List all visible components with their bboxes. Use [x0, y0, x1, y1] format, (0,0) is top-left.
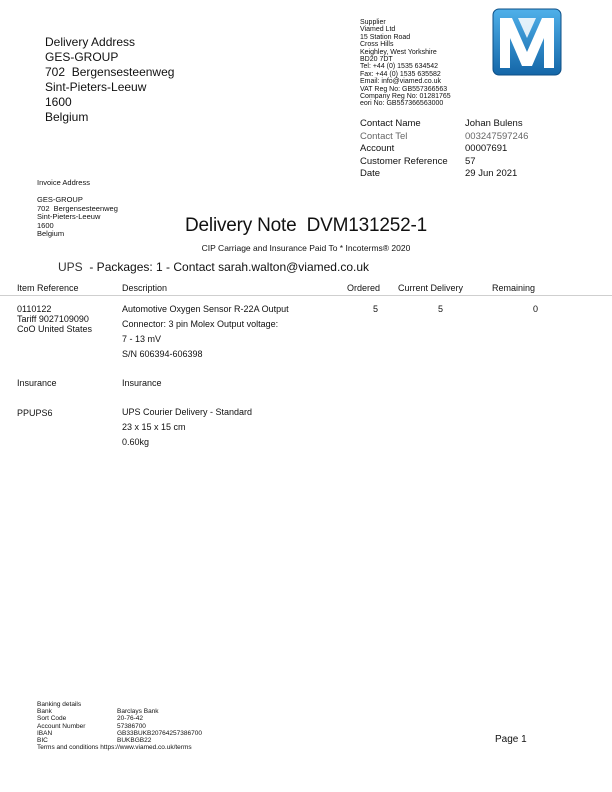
item-ref-line: PPUPS6	[17, 408, 53, 418]
contact-row	[360, 118, 528, 131]
supplier-line: Tel: +44 (0) 1535 634542	[360, 63, 439, 71]
item-desc-line: 0.60kg	[122, 437, 150, 447]
delivery-address-line: 702 Bergensesteenweg	[45, 65, 175, 79]
item-desc-line: S/N 606394-606398	[122, 349, 203, 359]
banking-heading: Banking details	[37, 701, 82, 708]
page-number: Page 1	[495, 734, 527, 745]
contact-row	[360, 143, 528, 156]
item-ref-line: Insurance	[17, 378, 57, 388]
item-description	[122, 378, 162, 388]
item-desc-line: Insurance	[122, 378, 162, 388]
column-header-desc: Description	[122, 283, 168, 293]
banking-row	[37, 744, 202, 751]
supplier-line: Fax: +44 (0) 1535 635582	[360, 70, 441, 78]
contact-label: Contact Name	[360, 118, 421, 129]
banking-row	[37, 730, 202, 737]
banking-value: 57386700	[117, 722, 146, 730]
delivery-address	[45, 35, 174, 125]
item-desc-line: 7 - 13 mV	[122, 334, 162, 344]
item-desc-line: 23 x 15 x 15 cm	[122, 422, 186, 432]
contact-row	[360, 168, 528, 181]
item-description	[122, 302, 289, 362]
banking-row	[37, 737, 202, 744]
item-ref-line: 0110122	[17, 304, 52, 314]
banking-row	[37, 723, 202, 730]
banking-label: Bank	[37, 708, 52, 716]
item-ref-line: Tariff 9027109090	[17, 314, 89, 324]
banking-value: Barclays Bank	[117, 708, 159, 716]
delivery-address-line: 1600	[45, 95, 72, 109]
supplier-line: 15 Station Road	[360, 33, 411, 41]
contact-value: 57	[465, 155, 476, 167]
supplier-line: Company Reg No: 01281765	[360, 93, 451, 101]
item-ref	[17, 408, 53, 418]
terms-link[interactable]: https://www.viamed.co.uk/terms	[100, 744, 192, 752]
banking-label: IBAN	[37, 729, 53, 737]
carrier-name: UPS	[58, 260, 83, 274]
supplier-line: VAT Reg No: GB557366563	[360, 85, 448, 93]
supplier-block	[360, 19, 451, 108]
banking-label: BIC	[37, 737, 48, 745]
page-title: Delivery Note DVM131252-1	[185, 215, 427, 236]
supplier-line: Supplier	[360, 19, 386, 26]
item-desc-line: UPS Courier Delivery - Standard	[122, 407, 253, 417]
column-header-current: Current Delivery	[398, 283, 464, 293]
banking-row	[37, 715, 202, 722]
banking-value: BUKBGB22	[117, 737, 152, 745]
contact-table	[360, 118, 528, 181]
supplier-line: Viamed Ltd	[360, 26, 396, 34]
supplier-line: BD20 7DT	[360, 56, 393, 64]
header-divider	[0, 295, 612, 296]
item-ref	[17, 304, 92, 334]
item-current-delivery: 5	[437, 304, 443, 314]
incoterms-line: CIP Carriage and Insurance Paid To * Incoterms® 2020	[201, 243, 411, 253]
item-ref-line: CoO United States	[17, 324, 93, 334]
invoice-address-line: Belgium	[37, 229, 65, 238]
delivery-address-line: Belgium	[45, 110, 89, 124]
invoice-address-line: GES-GROUP	[37, 195, 83, 204]
delivery-address-heading: Delivery Address	[45, 35, 136, 49]
contact-value: Johan Bulens	[465, 118, 523, 129]
banking-value: GB33BUKB20764257386700	[117, 729, 202, 737]
shipping-details: - Packages: 1 - Contact sarah.walton@viamed.co.uk	[82, 260, 369, 274]
item-ref	[17, 378, 57, 388]
banking-label: Account Number	[37, 722, 86, 730]
banking-label: Terms and conditions	[37, 744, 99, 752]
invoice-address-heading: Invoice Address	[37, 178, 90, 187]
contact-label: Contact Tel	[360, 130, 408, 142]
item-remaining: 0	[532, 304, 538, 314]
item-description	[122, 405, 252, 450]
invoice-address-line: 702 Bergensesteenweg	[37, 203, 118, 213]
contact-label: Account	[360, 143, 395, 154]
column-header-ordered: Ordered	[347, 283, 381, 293]
item-desc-line: Connector: 3 pin Molex Output voltage:	[122, 319, 279, 329]
banking-label: Sort Code	[37, 715, 67, 723]
banking-details	[37, 701, 202, 751]
contact-value: 003247597246	[465, 130, 529, 142]
invoice-address-line: Sint-Pieters-Leeuw	[37, 212, 101, 221]
supplier-line: Keighley, West Yorkshire	[360, 48, 437, 56]
contact-row	[360, 156, 528, 169]
invoice-address-line: 1600	[37, 220, 54, 230]
supplier-line: Email: info@viamed.co.uk	[360, 78, 442, 86]
delivery-address-line: GES-GROUP	[45, 50, 119, 64]
item-ordered: 5	[372, 304, 378, 314]
shipping-line	[58, 260, 369, 274]
contact-value: 00007691	[465, 143, 508, 154]
supplier-line: Cross Hills	[360, 41, 394, 49]
contact-label: Date	[360, 168, 381, 179]
column-header-remaining: Remaining	[492, 283, 536, 293]
banking-value: 20-76-42	[117, 715, 144, 723]
banking-row	[37, 708, 202, 715]
contact-label: Customer Reference	[360, 155, 448, 167]
contact-row	[360, 131, 528, 144]
item-desc-line: Automotive Oxygen Sensor R-22A Output	[122, 304, 289, 314]
contact-value: 29 Jun 2021	[465, 168, 518, 179]
supplier-line: eori No: GB557366563000	[360, 100, 444, 108]
column-header-ref: Item Reference	[17, 283, 79, 293]
viamed-logo-icon	[492, 8, 562, 76]
delivery-address-line: Sint-Pieters-Leeuw	[45, 80, 147, 94]
